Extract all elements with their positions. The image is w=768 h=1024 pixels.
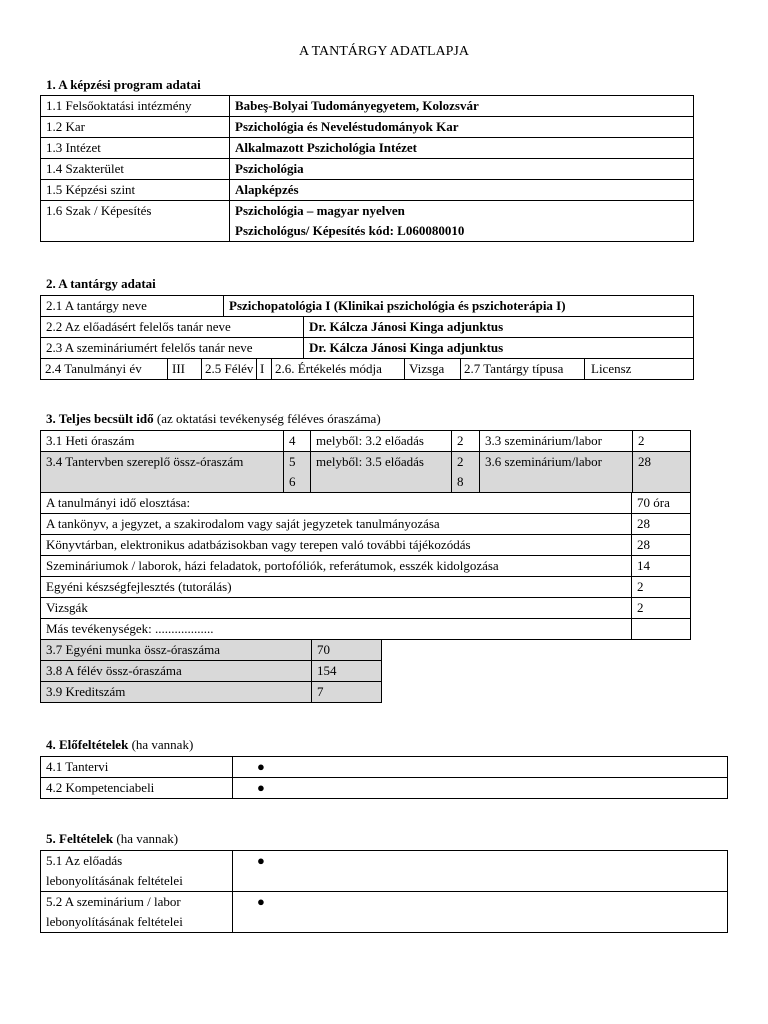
table-row [41,619,691,640]
cell-value: Babeş-Bolyai Tudományegyetem, Kolozsvár [230,96,694,117]
subject-name-table [40,295,694,317]
label-line: 5.1 Az előadás [46,853,123,868]
cell-label: 2.3 A szemináriumért felelős tanár neve [41,338,304,359]
cell-label: Könyvtárban, elektronikus adatbázisokban vagy terepen való további tájékozódás [41,535,632,556]
table-row [41,359,694,380]
cell-label: 2.5 Félév [202,359,257,380]
cell-value: Alapképzés [230,180,694,201]
table-row [41,892,728,933]
cell-value: Dr. Kálcza Jánosi Kinga adjunktus [304,317,694,338]
section-3-heading: 3. Teljes becsült idő (az oktatási tevékenység féléves óraszáma) [46,411,381,426]
cell-label: 4.1 Tantervi [41,757,233,778]
teachers-table [40,316,694,359]
cell-value: 70 [312,640,382,661]
cell-value [452,452,480,493]
cell-label: Más tevékenységek: .................. [41,619,632,640]
section-2-heading: 2. A tantárgy adatai [46,276,156,291]
digit: 5 [289,454,296,469]
table-row [41,431,691,452]
table-row [41,556,691,577]
cell-label: 1.1 Felsőoktatási intézmény [41,96,230,117]
table-row [41,851,728,892]
cell-label: 2.7 Tantárgy típusa [461,359,585,380]
table-row [41,96,694,117]
cell-value: 14 [632,556,691,577]
table-row [41,514,691,535]
table-row [41,598,691,619]
cell-value: 2 [632,598,691,619]
cell-label: A tankönyv, a jegyzet, a szakirodalom vagy saját jegyzetek tanulmányozása [41,514,632,535]
cell-label: 1.2 Kar [41,117,230,138]
cell-value: 28 [632,514,691,535]
bullet: ● [233,778,728,799]
cell-value: Alkalmazott Pszichológia Intézet [230,138,694,159]
cell-label: 3.9 Kreditszám [41,682,312,703]
program-data-table [40,95,694,242]
label-line: lebonyolításának feltételei [46,873,183,888]
table-row [41,640,382,661]
table-row [41,201,694,242]
cell-label: 2.1 A tantárgy neve [41,296,224,317]
cell-label: Egyéni készségfejlesztés (tutorálás) [41,577,632,598]
table-row [41,180,694,201]
cell-value: Pszichológia és Neveléstudományok Kar [230,117,694,138]
digit: 8 [457,474,464,489]
cell-label: 3.3 szeminárium/labor [480,431,633,452]
bullet: ● [233,851,728,892]
cell-value: 2 [633,431,691,452]
table-row [41,493,691,514]
section-5-heading: 5. Feltételek (ha vannak) [46,831,179,846]
table-row [41,661,382,682]
section-4-heading: 4. Előfeltételek (ha vannak) [46,737,194,752]
cell-label: 2.2 Az előadásért felelős tanár neve [41,317,304,338]
cell-value: 70 óra [632,493,691,514]
cell-label: 3.6 szeminárium/labor [480,452,633,493]
digit: 6 [289,474,296,489]
cell-label [41,851,233,892]
cell-label: 1.4 Szakterület [41,159,230,180]
cell-value: 2 [452,431,480,452]
cell-value [284,452,311,493]
cell-value: 28 [633,452,691,493]
table-row [41,317,694,338]
cell-label: melyből: 3.5 előadás [311,452,452,493]
cell-label: 4.2 Kompetenciabeli [41,778,233,799]
cell-label: 1.3 Intézet [41,138,230,159]
cell-label: 2.4 Tanulmányi év [41,359,168,380]
cell-label [41,892,233,933]
table-row [41,577,691,598]
cell-value: 7 [312,682,382,703]
bullet: ● [233,757,728,778]
table-row [41,117,694,138]
label-line: lebonyolításának feltételei [46,914,183,929]
cell-value: I [257,359,272,380]
cell-label: Vizsgák [41,598,632,619]
cell-value: III [168,359,202,380]
cell-value: Pszichopatológia I (Klinikai pszichológia és pszichoterápia I) [224,296,694,317]
cell-value: Pszichológia [230,159,694,180]
cell-value: Dr. Kálcza Jánosi Kinga adjunktus [304,338,694,359]
table-row [41,296,694,317]
document-title: A TANTÁRGY ADATLAPJA [298,44,469,59]
cell-label: 3.8 A félév össz-óraszáma [41,661,312,682]
cell-value: 4 [284,431,311,452]
table-row [41,338,694,359]
label-line: 5.2 A szeminárium / labor [46,894,181,909]
section-1-heading: 1. A képzési program adatai [46,77,201,92]
time-distribution-table [40,492,691,640]
bullet: ● [233,892,728,933]
cell-label: melyből: 3.2 előadás [311,431,452,452]
table-row [41,535,691,556]
cell-label: 2.6. Értékelés módja [272,359,405,380]
cell-label: 3.4 Tantervben szereplő össz-óraszám [41,452,284,493]
cell-label: 3.1 Heti óraszám [41,431,284,452]
table-row [41,682,382,703]
qualification-line: Pszichológus/ Képesítés kód: L060080010 [235,223,465,238]
cell-value: 28 [632,535,691,556]
table-row [41,778,728,799]
table-row [41,159,694,180]
table-row [41,757,728,778]
totals-table [40,639,382,703]
cell-value [230,201,694,242]
cell-label: 1.5 Képzési szint [41,180,230,201]
hours-table [40,430,691,493]
table-row [41,452,691,493]
cell-label: Szemináriumok / laborok, házi feladatok, portofóliók, referátumok, esszék kidolgozása [41,556,632,577]
prerequisites-table [40,756,728,799]
cell-value: 154 [312,661,382,682]
table-row [41,138,694,159]
cell-label: 1.6 Szak / Képesítés [41,201,230,242]
cell-label: A tanulmányi idő elosztása: [41,493,632,514]
subject-attributes-table [40,358,694,380]
cell-label: 3.7 Egyéni munka össz-óraszáma [41,640,312,661]
conditions-table [40,850,728,933]
digit: 2 [457,454,464,469]
cell-value: Licensz [585,359,694,380]
cell-value: Vizsga [405,359,461,380]
major-line: Pszichológia – magyar nyelven [235,203,405,218]
cell-value [632,619,691,640]
cell-value: 2 [632,577,691,598]
